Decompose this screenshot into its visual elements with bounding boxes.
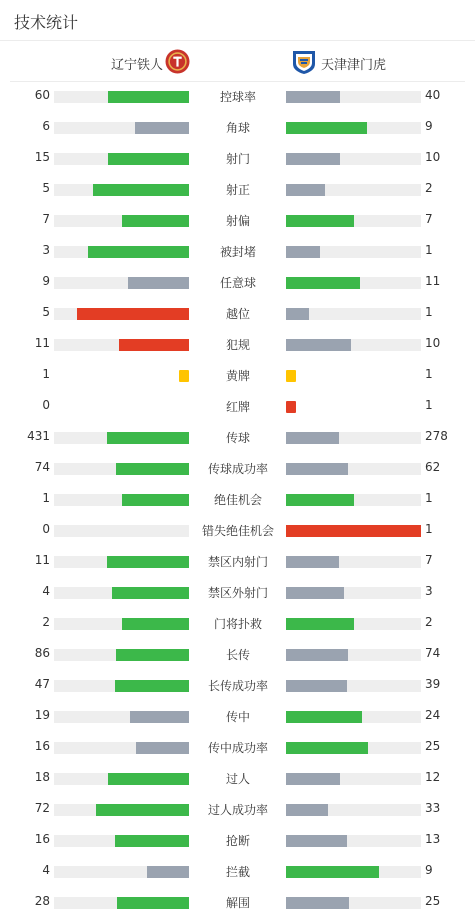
away-stat-track [286, 277, 421, 289]
home-stat-bar [128, 277, 189, 289]
away-stat-bar [286, 308, 309, 320]
home-stat-bar [108, 773, 189, 785]
away-stat-track [286, 587, 421, 599]
away-stat-bar [286, 184, 325, 196]
away-stat-track [286, 184, 421, 196]
stat-label: 长传成功率 [207, 679, 268, 693]
home-stat-bar [93, 184, 189, 196]
home-stat-value: 1 [42, 367, 50, 381]
home-stat-track [54, 401, 189, 413]
stat-row [0, 422, 475, 453]
home-stat-value: 0 [42, 398, 50, 412]
away-stat-value: 24 [425, 708, 441, 722]
stat-label: 禁区外射门 [207, 586, 268, 600]
home-stat-value: 15 [34, 150, 50, 164]
away-stat-bar [286, 494, 354, 506]
away-stat-bar [286, 649, 348, 661]
home-stat-track [54, 587, 189, 599]
home-stat-bar [96, 804, 189, 816]
away-stat-track [286, 494, 421, 506]
stat-label: 传中成功率 [207, 741, 268, 755]
home-stat-value: 16 [34, 739, 50, 753]
home-stat-value: 74 [34, 460, 50, 474]
away-stat-value: 1 [425, 305, 433, 319]
away-stat-bar [286, 866, 379, 878]
away-stat-track [286, 556, 421, 568]
home-stat-value: 11 [34, 336, 50, 350]
stat-row [0, 763, 475, 794]
yellow-card-icon [179, 370, 189, 382]
away-stat-bar [286, 556, 339, 568]
away-stat-value: 33 [425, 801, 441, 815]
home-stat-track [54, 122, 189, 134]
home-stat-value: 16 [34, 832, 50, 846]
away-stat-value: 13 [425, 832, 441, 846]
stat-label: 抢断 [225, 834, 250, 848]
away-stat-track [286, 432, 421, 444]
stat-row [0, 112, 475, 143]
away-stat-bar [286, 525, 421, 537]
away-stat-track [286, 649, 421, 661]
home-stat-track [54, 897, 189, 909]
home-stat-track [54, 649, 189, 661]
home-stat-track [54, 804, 189, 816]
away-stat-value: 7 [425, 212, 433, 226]
stat-row [0, 329, 475, 360]
stat-label: 长传 [225, 648, 250, 662]
stat-row [0, 484, 475, 515]
stat-label: 射偏 [225, 214, 250, 228]
home-stat-bar [88, 246, 189, 258]
away-stat-bar [286, 804, 328, 816]
home-stat-track [54, 835, 189, 847]
home-stat-value: 3 [42, 243, 50, 257]
home-stat-track [54, 184, 189, 196]
home-stat-track [54, 525, 189, 537]
home-stat-value: 1 [42, 491, 50, 505]
home-stat-value: 72 [34, 801, 50, 815]
away-stat-bar [286, 773, 340, 785]
away-stat-track [286, 804, 421, 816]
home-stat-track [54, 277, 189, 289]
home-stat-bar [115, 835, 189, 847]
home-stat-value: 6 [42, 119, 50, 133]
home-stat-value: 19 [34, 708, 50, 722]
away-stat-value: 2 [425, 615, 433, 629]
home-stat-bar [119, 339, 189, 351]
away-stat-bar [286, 215, 354, 227]
home-stat-value: 47 [34, 677, 50, 691]
stat-row [0, 298, 475, 329]
away-stat-bar [286, 277, 360, 289]
home-stat-track [54, 556, 189, 568]
stat-row [0, 732, 475, 763]
home-stat-bar [107, 432, 189, 444]
home-stat-track [54, 339, 189, 351]
stat-row [0, 515, 475, 546]
stat-label: 错失绝佳机会 [201, 524, 274, 538]
stat-label: 过人成功率 [207, 803, 268, 817]
away-stat-bar [286, 153, 340, 165]
home-stat-bar [107, 556, 189, 568]
away-stat-track [286, 463, 421, 475]
home-stat-track [54, 494, 189, 506]
stat-label: 越位 [225, 307, 250, 321]
away-stat-bar [286, 835, 347, 847]
home-stat-track [54, 153, 189, 165]
home-stat-value: 4 [42, 863, 50, 877]
home-stat-track [54, 773, 189, 785]
stats-header [0, 0, 475, 40]
stat-label: 红牌 [225, 400, 250, 414]
home-stat-value: 2 [42, 615, 50, 629]
stat-label: 被封堵 [219, 245, 256, 259]
home-stat-value: 5 [42, 181, 50, 195]
stat-label: 射门 [225, 152, 250, 166]
away-stat-value: 62 [425, 460, 441, 474]
away-stat-track [286, 153, 421, 165]
away-stat-bar [286, 897, 349, 909]
away-stat-value: 25 [425, 739, 441, 753]
home-stat-value: 5 [42, 305, 50, 319]
away-stat-track [286, 308, 421, 320]
stat-row [0, 453, 475, 484]
stat-row [0, 887, 475, 918]
home-stat-bar [112, 587, 189, 599]
stat-row [0, 546, 475, 577]
away-stat-bar [286, 742, 368, 754]
home-stat-value: 431 [27, 429, 50, 443]
away-stat-bar [286, 432, 339, 444]
home-stat-bar [115, 680, 189, 692]
home-stat-track [54, 215, 189, 227]
home-stat-track [54, 308, 189, 320]
away-stat-bar [286, 122, 367, 134]
home-stat-value: 86 [34, 646, 50, 660]
away-stat-value: 7 [425, 553, 433, 567]
home-stat-bar [116, 649, 189, 661]
stat-row [0, 143, 475, 174]
stat-label: 传中 [225, 710, 250, 724]
teams-bar [0, 41, 475, 81]
away-stat-track [286, 525, 421, 537]
tianjin-jinmenhu-logo-icon [292, 49, 316, 75]
away-stat-track [286, 370, 421, 382]
home-stat-value: 0 [42, 522, 50, 536]
home-stat-track [54, 246, 189, 258]
away-stat-bar [286, 618, 354, 630]
red-card-icon [286, 401, 296, 413]
stat-label: 解围 [225, 896, 250, 910]
away-stat-track [286, 618, 421, 630]
away-stat-value: 74 [425, 646, 441, 660]
away-stat-value: 12 [425, 770, 441, 784]
away-stat-bar [286, 463, 348, 475]
stat-label: 射正 [225, 183, 250, 197]
page-title: 技术统计 [14, 13, 79, 32]
yellow-card-icon [286, 370, 296, 382]
away-stat-value: 1 [425, 243, 433, 257]
away-stat-track [286, 835, 421, 847]
home-stat-value: 11 [34, 553, 50, 567]
home-stat-value: 28 [34, 894, 50, 908]
away-stat-bar [286, 587, 344, 599]
stat-label: 绝佳机会 [213, 493, 262, 507]
stat-row [0, 701, 475, 732]
away-stat-value: 11 [425, 274, 441, 288]
home-stat-track [54, 711, 189, 723]
home-stat-bar [136, 742, 189, 754]
away-stat-value: 1 [425, 398, 433, 412]
away-stat-track [286, 742, 421, 754]
away-stat-value: 9 [425, 863, 433, 877]
home-stat-value: 60 [34, 88, 50, 102]
home-stat-track [54, 463, 189, 475]
away-stat-track [286, 711, 421, 723]
away-stat-bar [286, 246, 320, 258]
home-stat-track [54, 432, 189, 444]
home-stat-value: 4 [42, 584, 50, 598]
stat-row [0, 639, 475, 670]
away-stat-track [286, 866, 421, 878]
away-stat-value: 2 [425, 181, 433, 195]
away-stat-track [286, 122, 421, 134]
home-stat-track [54, 742, 189, 754]
away-stat-track [286, 339, 421, 351]
away-team-name: 天津津门虎 [321, 58, 387, 73]
away-stat-track [286, 897, 421, 909]
away-stat-value: 1 [425, 522, 433, 536]
stat-row [0, 825, 475, 856]
away-stat-track [286, 246, 421, 258]
stat-label: 传球 [225, 431, 250, 445]
stat-label: 门将扑救 [213, 617, 262, 631]
stat-row [0, 205, 475, 236]
away-stat-bar [286, 91, 340, 103]
home-stat-value: 18 [34, 770, 50, 784]
home-stat-bar [122, 215, 190, 227]
away-stat-track [286, 680, 421, 692]
stat-label: 控球率 [219, 90, 256, 104]
away-stat-value: 10 [425, 150, 441, 164]
home-stat-bar [117, 897, 189, 909]
home-stat-value: 7 [42, 212, 50, 226]
home-stat-bar [122, 618, 190, 630]
away-stat-track [286, 401, 421, 413]
away-stat-value: 40 [425, 88, 441, 102]
stat-label: 拦截 [225, 865, 250, 879]
liaoning-tieren-logo-icon [165, 49, 190, 74]
stat-row [0, 608, 475, 639]
home-stat-bar [77, 308, 189, 320]
home-stat-bar [108, 91, 189, 103]
away-stat-track [286, 91, 421, 103]
stats-list [0, 81, 475, 918]
home-stat-track [54, 680, 189, 692]
home-stat-track [54, 866, 189, 878]
stat-label: 禁区内射门 [207, 555, 268, 569]
away-stat-value: 9 [425, 119, 433, 133]
away-stat-value: 10 [425, 336, 441, 350]
stat-label: 黄牌 [225, 369, 250, 383]
stat-row [0, 236, 475, 267]
home-stat-bar [130, 711, 189, 723]
stat-row [0, 670, 475, 701]
stat-label: 犯规 [225, 338, 250, 352]
stat-row [0, 577, 475, 608]
away-stat-bar [286, 711, 362, 723]
home-team-name: 辽宁铁人 [110, 58, 163, 73]
stat-row [0, 794, 475, 825]
home-stat-track [54, 370, 189, 382]
away-stat-bar [286, 680, 347, 692]
home-stat-bar [122, 494, 190, 506]
away-stat-track [286, 773, 421, 785]
stat-row [0, 856, 475, 887]
home-stat-bar [116, 463, 189, 475]
away-stat-value: 39 [425, 677, 441, 691]
away-stat-bar [286, 339, 351, 351]
away-stat-value: 1 [425, 367, 433, 381]
away-stat-value: 25 [425, 894, 441, 908]
away-stat-value: 3 [425, 584, 433, 598]
stat-row [0, 267, 475, 298]
home-stat-bar [135, 122, 189, 134]
stat-row [0, 360, 475, 391]
stat-row [0, 391, 475, 422]
away-stat-value: 278 [425, 429, 448, 443]
stat-label: 过人 [225, 772, 250, 786]
home-stat-bar [108, 153, 189, 165]
home-stat-track [54, 91, 189, 103]
stat-label: 角球 [225, 121, 250, 135]
stat-label: 传球成功率 [207, 462, 268, 476]
stat-label: 任意球 [219, 276, 256, 290]
away-stat-track [286, 215, 421, 227]
home-stat-track [54, 618, 189, 630]
home-stat-value: 9 [42, 274, 50, 288]
away-stat-value: 1 [425, 491, 433, 505]
home-stat-bar [147, 866, 189, 878]
stat-row [0, 174, 475, 205]
stat-row [0, 81, 475, 112]
